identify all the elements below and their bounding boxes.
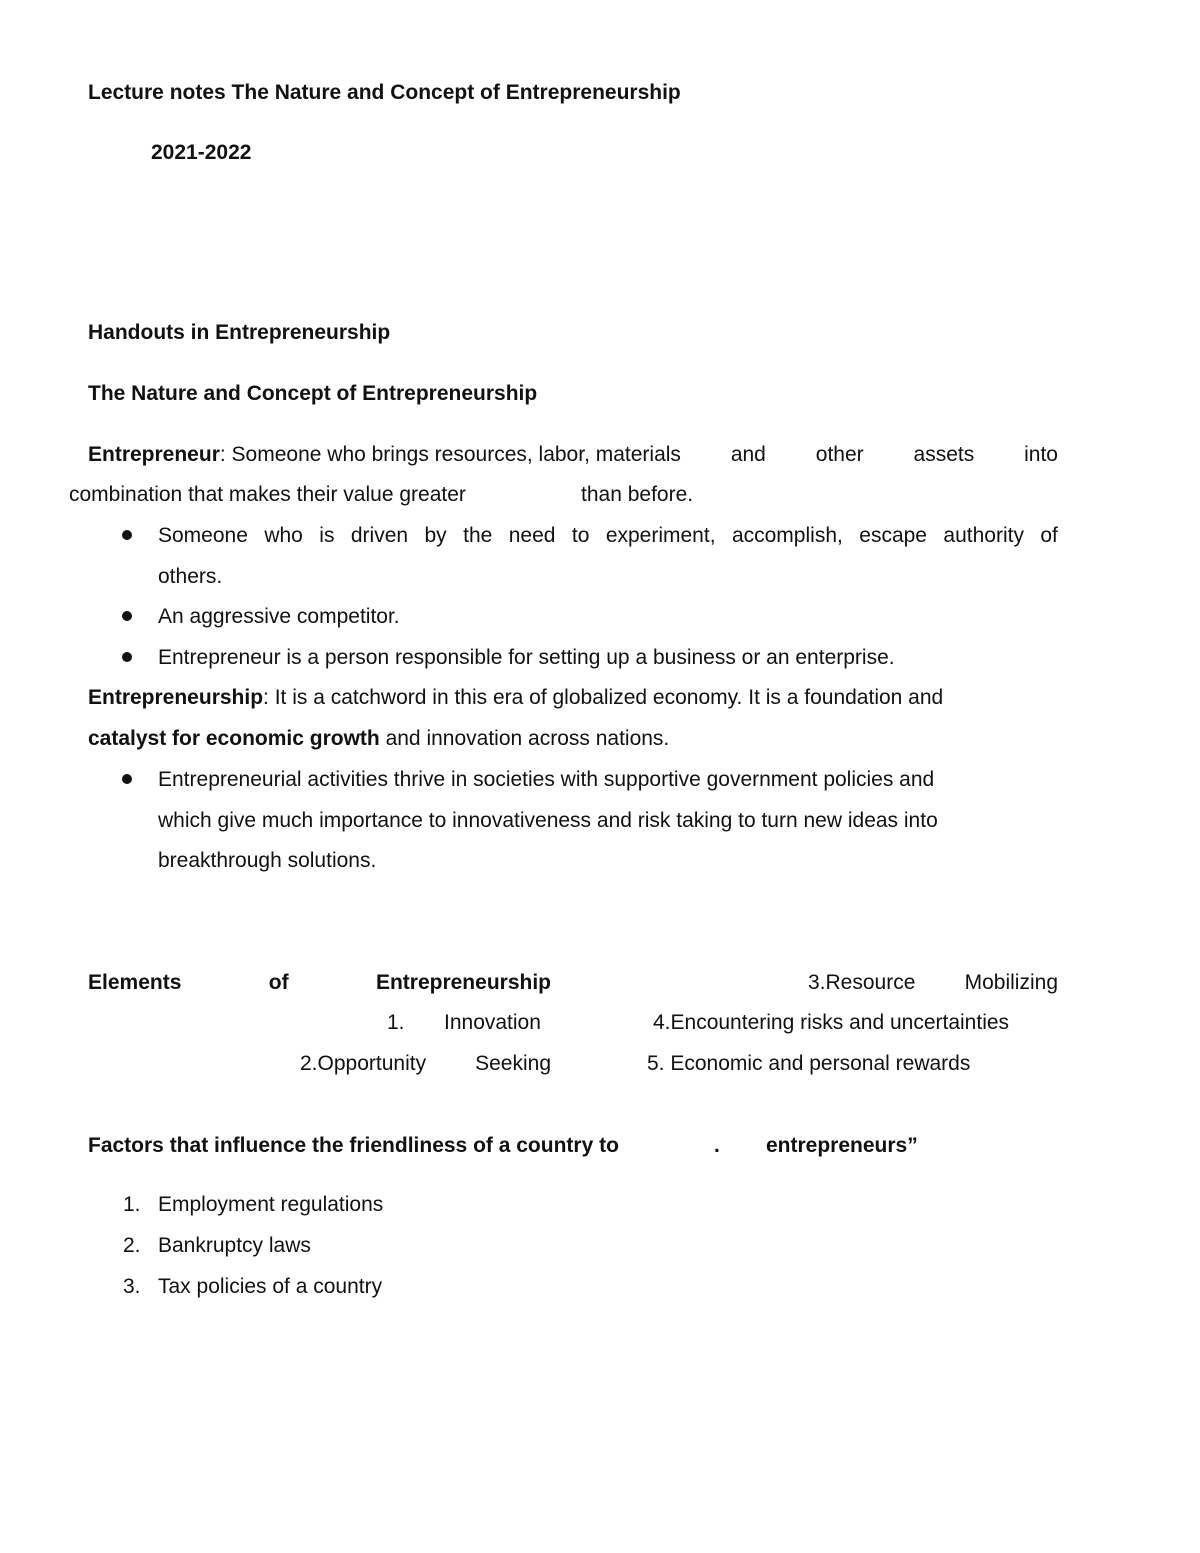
entrepreneur-bullet-1-line2: others. xyxy=(158,565,223,588)
entrepreneur-def-word: assets xyxy=(913,443,975,466)
factor-item: Bankruptcy laws xyxy=(158,1234,311,1257)
entrepreneur-def-word: into xyxy=(1024,443,1058,466)
elements-heading-word: Entrepreneurship xyxy=(375,971,551,994)
bullet-icon xyxy=(122,652,132,662)
bullet-icon xyxy=(122,530,132,540)
elements-heading-word: of xyxy=(268,971,289,994)
element-item-3 xyxy=(808,970,1058,995)
bullet-icon xyxy=(122,774,132,784)
handouts-title: Handouts in Entrepreneurship xyxy=(88,321,391,344)
bullet-word: Someone xyxy=(158,524,248,547)
bullet-word: escape xyxy=(859,524,927,547)
entrepreneurship-bullet-line2: which give much importance to innovativeness and risk taking to turn new ideas into xyxy=(158,809,938,832)
factors-heading-dot: . xyxy=(714,1134,720,1157)
element-item-word: 2.Opportunity xyxy=(300,1052,427,1075)
bullet-word: by xyxy=(424,524,447,547)
element-item-word: Seeking xyxy=(475,1052,551,1075)
factor-number: 2. xyxy=(123,1234,141,1257)
entrepreneurship-definition-line1 xyxy=(88,685,943,710)
entrepreneur-bullet-3: Entrepreneur is a person responsible for setting up a business or an enterprise. xyxy=(158,646,895,669)
bullet-word: is xyxy=(319,524,335,547)
bullet-word: accomplish, xyxy=(731,524,843,547)
section-title: The Nature and Concept of Entrepreneurship xyxy=(88,382,538,405)
bullet-word: driven xyxy=(350,524,409,547)
factors-heading-end: entrepreneurs” xyxy=(766,1134,918,1157)
factor-number: 3. xyxy=(123,1275,141,1298)
entrepreneur-bullet-1-line1 xyxy=(158,523,1058,548)
bullet-word: need xyxy=(508,524,556,547)
element-item-word: Mobilizing xyxy=(964,971,1058,994)
element-item-1-label: Innovation xyxy=(444,1011,541,1034)
factor-item: Employment regulations xyxy=(158,1193,384,1216)
bullet-word: the xyxy=(463,524,493,547)
factor-item: Tax policies of a country xyxy=(158,1275,383,1298)
entrepreneurship-def-bold: catalyst for economic growth xyxy=(88,727,380,750)
entrepreneur-definition-line1 xyxy=(88,442,1058,467)
entrepreneur-definition-line2b: than before. xyxy=(581,483,694,506)
entrepreneur-definition-start xyxy=(88,442,681,467)
entrepreneurship-term: Entrepreneurship xyxy=(88,686,264,709)
element-item-2 xyxy=(300,1051,551,1076)
document-year: 2021-2022 xyxy=(151,141,252,164)
bullet-word: who xyxy=(264,524,303,547)
bullet-word: of xyxy=(1040,524,1058,547)
bullet-icon xyxy=(122,611,132,621)
bullet-word: experiment, xyxy=(605,524,716,547)
entrepreneur-bullet-2: An aggressive competitor. xyxy=(158,605,400,628)
bullet-word: authority xyxy=(943,524,1024,547)
element-item-5: 5. Economic and personal rewards xyxy=(647,1052,971,1075)
entrepreneurship-def: : It is a catchword in this era of globalized economy. It is a foundation and xyxy=(263,686,944,709)
elements-heading-word: Elements xyxy=(88,971,182,994)
entrepreneurship-definition-line2 xyxy=(88,726,669,751)
entrepreneurship-def-rest: and innovation across nations. xyxy=(385,727,670,750)
entrepreneurship-bullet-line1: Entrepreneurial activities thrive in societies with supportive government policies and xyxy=(158,768,935,791)
entrepreneur-def-word: and xyxy=(730,443,766,466)
entrepreneurship-bullet-line3: breakthrough solutions. xyxy=(158,849,377,872)
element-item-1-number: 1. xyxy=(387,1011,405,1034)
element-item-word: 3.Resource xyxy=(808,971,916,994)
entrepreneur-def-word: : Someone who brings resources, labor, materials xyxy=(219,443,681,466)
entrepreneur-definition-line2a: combination that makes their value greater xyxy=(69,483,466,506)
entrepreneur-term: Entrepreneur xyxy=(88,443,220,466)
factors-heading: Factors that influence the friendliness of a country to xyxy=(88,1134,619,1157)
bullet-word: to xyxy=(571,524,590,547)
elements-heading xyxy=(88,970,551,995)
factor-number: 1. xyxy=(123,1193,141,1216)
document-title: Lecture notes The Nature and Concept of Entrepreneurship xyxy=(88,81,681,104)
entrepreneur-def-word: other xyxy=(815,443,864,466)
element-item-4: 4.Encountering risks and uncertainties xyxy=(653,1011,1010,1034)
